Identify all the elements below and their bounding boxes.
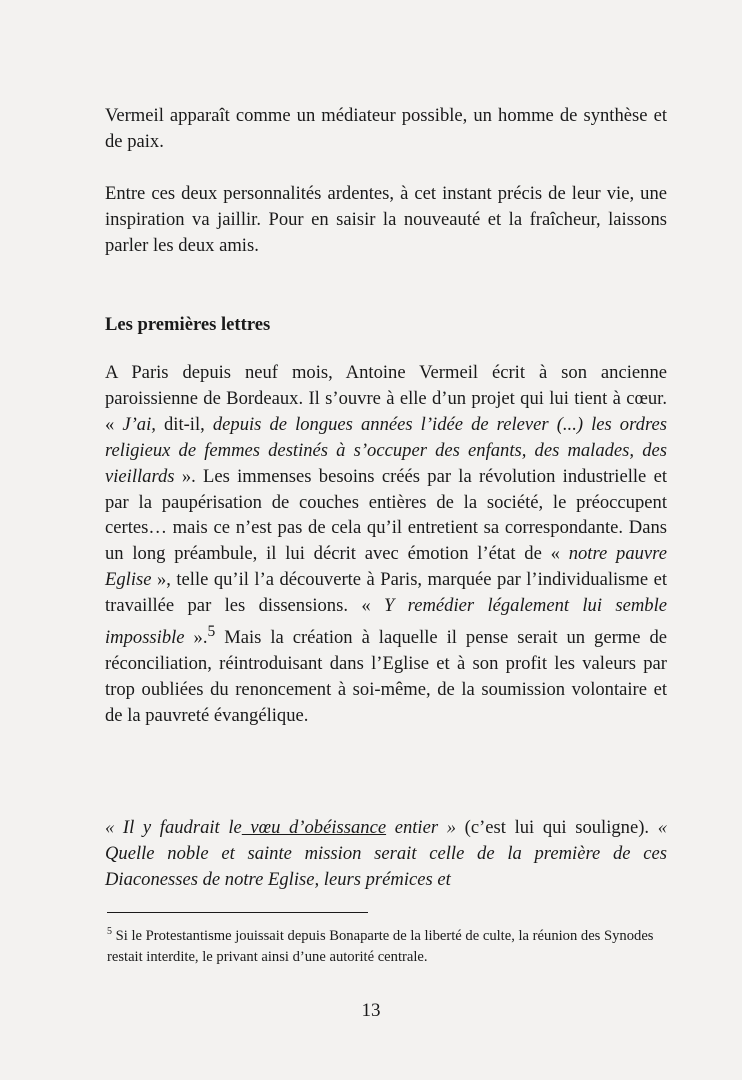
paragraph-3-text bbox=[105, 360, 667, 729]
p3-run: A Paris depuis neuf mois, Antoine Vermeil écrit à son ancienne paroissienne de Bordeaux. Il s’ouvre à elle d’un projet qui lui tient à cœur. « bbox=[105, 362, 667, 435]
p3-quote-italic: J’ai, bbox=[122, 413, 156, 435]
p3-run: ». bbox=[184, 627, 208, 649]
paragraph-1-text: Vermeil apparaît comme un médiateur possible, un homme de synthèse et de paix. bbox=[105, 105, 667, 152]
paragraph-4-text bbox=[105, 815, 667, 893]
paragraph-4 bbox=[105, 815, 667, 893]
p3-run: dit-il, bbox=[155, 413, 213, 435]
p3-run: Mais la création à laquelle il pense serait un germe de réconciliation, réintroduisant dans l’Eglise et à son profit les valeurs par trop oubliées du renoncement à soi-même, de la soumission volontaire et de la pauvreté évangélique. bbox=[105, 627, 667, 726]
paragraph-3 bbox=[105, 360, 667, 729]
footnote-divider bbox=[107, 912, 368, 913]
paragraph-1 bbox=[105, 103, 667, 155]
footnote-marker: 5 bbox=[107, 926, 112, 937]
p4-italic: « Quelle noble et sainte mission serait celle de la première de ces Diaconesses de notre Eglise, leurs prémices et bbox=[105, 817, 667, 890]
p4-underlined: vœu d’obéissance bbox=[241, 817, 387, 838]
p4-run: (c’est lui qui souligne). bbox=[456, 817, 658, 838]
p3-quote-italic: Y remédier légalement lui semble impossible bbox=[105, 595, 667, 649]
p3-quote-italic: notre pauvre Eglise bbox=[105, 543, 667, 591]
paragraph-2-text: Entre ces deux personnalités ardentes, à cet instant précis de leur vie, une inspiration va jaillir. Pour en saisir la nouveauté et la fraîcheur, laissons parler les deux amis. bbox=[105, 183, 667, 256]
footnote-reference: 5 bbox=[207, 623, 216, 641]
paragraph-2 bbox=[105, 181, 667, 259]
section-heading: Les premières lettres bbox=[105, 314, 271, 335]
p3-run: », telle qu’il l’a découverte à Paris, marquée par l’individualisme et travaillée par les dissensions. « bbox=[105, 569, 667, 617]
p3-quote-italic: depuis de longues années l’idée de relever (...) les ordres religieux de femmes destinés à s’occuper des enfants, des malades, des vieillards bbox=[105, 413, 667, 487]
footnote bbox=[107, 922, 667, 967]
p3-run: ». Les immenses besoins créés par la révolution industrielle et par la paupérisation de couches entières de la société, le préoccupent certes… mais ce n’est pas de cela qu’il entretient sa correspondante. Dans un long préambule, il lui décrit avec émotion l’état de « bbox=[105, 465, 667, 565]
page-number: 13 bbox=[361, 1000, 381, 1021]
p4-italic: « Il y faudrait le bbox=[105, 817, 242, 838]
footnote-text: Si le Protestantisme jouissait depuis Bonaparte de la liberté de culte, la réunion des Synodes restait interdite, le privant ainsi d’une autorité centrale. bbox=[107, 927, 654, 965]
p4-italic: entier » bbox=[386, 817, 457, 838]
